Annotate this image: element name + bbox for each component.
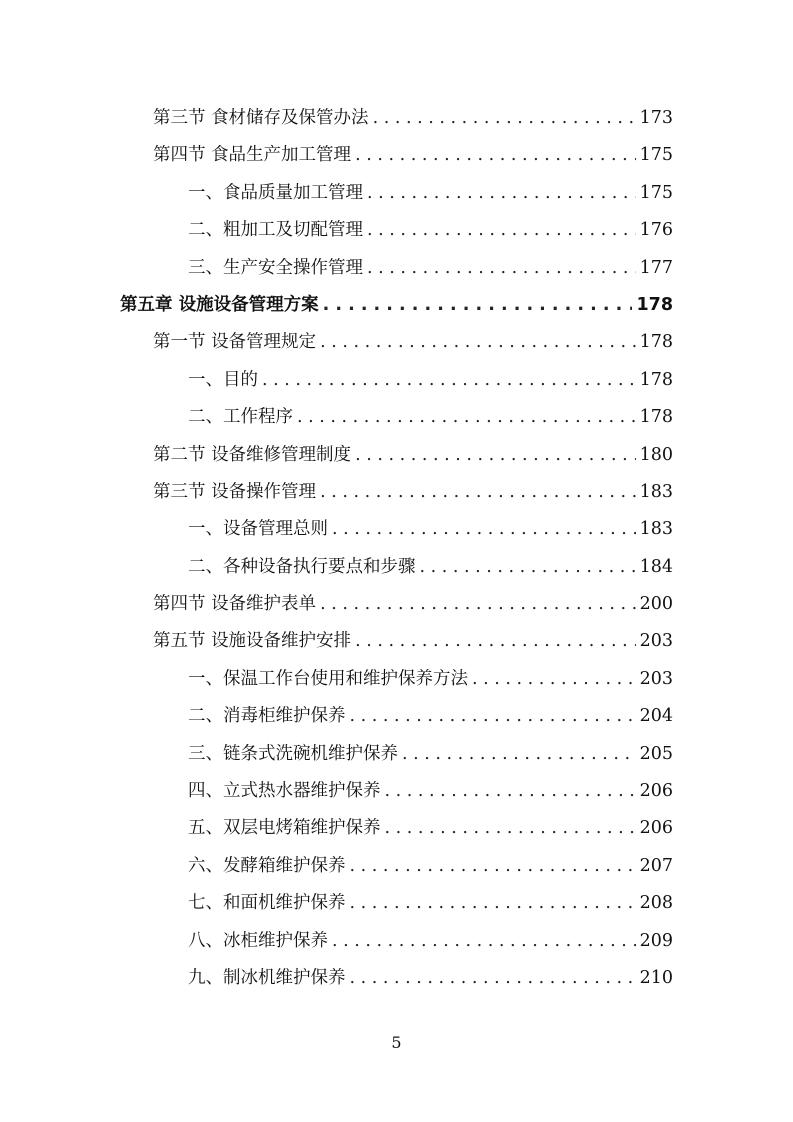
toc-entry-label: 二、消毒柜维护保养 [188,706,346,727]
toc-entry-label: 九、制冰机维护保养 [188,967,346,988]
toc-entry-page: 183 [639,519,673,540]
toc-leader-dots [402,736,636,773]
toc-leader-dots [332,511,636,548]
toc-entry-section[interactable] [120,100,673,137]
toc-leader-dots [385,810,636,847]
toc-entry-label: 一、食品质量加工管理 [188,182,363,203]
toc-entry-label: 二、各种设备执行要点和步骤 [188,556,416,577]
toc-entry-section[interactable] [120,324,673,361]
toc-leader-dots [355,137,636,174]
page-number: 5 [391,1033,402,1052]
toc-entry-section[interactable] [120,137,673,174]
toc-entry-subsection[interactable] [120,885,673,922]
toc-entry-page: 183 [639,481,673,502]
toc-entry-section[interactable] [120,586,673,623]
toc-leader-dots [350,885,636,922]
toc-entry-chapter[interactable] [120,287,673,324]
toc-entry-label: 六、发酵箱维护保养 [188,855,346,876]
toc-entry-page: 205 [639,743,673,764]
toc-leader-dots [472,661,636,698]
toc-entry-label: 二、粗加工及切配管理 [188,220,363,241]
toc-leader-dots [355,623,636,660]
toc-entry-page: 175 [639,182,673,203]
toc-leader-dots [297,399,636,436]
table-of-contents [120,100,673,997]
toc-entry-page: 209 [639,930,673,951]
toc-leader-dots [367,250,636,287]
toc-leader-dots [420,549,636,586]
toc-entry-label: 二、工作程序 [188,407,293,428]
toc-leader-dots [350,848,636,885]
toc-leader-dots [320,324,636,361]
toc-leader-dots [320,474,636,511]
toc-entry-section[interactable] [120,623,673,660]
toc-entry-subsection[interactable] [120,250,673,287]
toc-entry-subsection[interactable] [120,848,673,885]
toc-entry-label: 三、生产安全操作管理 [188,257,363,278]
toc-leader-dots [323,287,633,324]
toc-entry-page: 178 [639,407,673,428]
toc-leader-dots [350,960,636,997]
toc-entry-page: 178 [639,369,673,390]
toc-entry-label: 第三节 食材储存及保管办法 [153,108,369,128]
toc-entry-label: 五、双层电烤箱维护保养 [188,818,381,839]
toc-leader-dots [355,437,636,474]
toc-entry-label: 第四节 设备维护表单 [153,594,317,615]
toc-entry-subsection[interactable] [120,175,673,212]
toc-entry-label: 第五节 设施设备维护安排 [153,631,352,652]
toc-entry-page: 176 [639,220,673,241]
toc-entry-subsection[interactable] [120,661,673,698]
toc-entry-label: 一、保温工作台使用和维护保养方法 [188,668,468,689]
toc-entry-subsection[interactable] [120,810,673,847]
toc-entry-page: 178 [639,332,673,353]
toc-entry-page: 208 [639,893,673,914]
toc-entry-subsection[interactable] [120,773,673,810]
toc-entry-subsection[interactable] [120,549,673,586]
toc-entry-page: 203 [639,668,673,689]
toc-entry-label: 八、冰柜维护保养 [188,930,328,951]
toc-entry-page: 184 [639,556,673,577]
toc-entry-page: 207 [639,855,673,876]
toc-entry-label: 三、链条式洗碗机维护保养 [188,743,398,764]
toc-entry-page: 178 [636,294,673,315]
toc-entry-subsection[interactable] [120,698,673,735]
toc-entry-label: 第四节 食品生产加工管理 [153,145,352,166]
toc-leader-dots [385,773,636,810]
toc-entry-page: 210 [639,967,673,988]
toc-leader-dots [262,362,636,399]
toc-entry-label: 七、和面机维护保养 [188,893,346,914]
toc-entry-page: 175 [639,145,673,166]
toc-entry-subsection[interactable] [120,511,673,548]
toc-leader-dots [373,100,636,137]
toc-entry-section[interactable] [120,437,673,474]
toc-entry-label: 第一节 设备管理规定 [153,332,317,353]
toc-entry-page: 173 [639,108,673,128]
toc-entry-subsection[interactable] [120,399,673,436]
toc-entry-page: 204 [639,706,673,727]
toc-entry-page: 180 [639,444,673,465]
toc-entry-subsection[interactable] [120,960,673,997]
toc-entry-label: 第五章 设施设备管理方案 [120,294,319,315]
toc-entry-subsection[interactable] [120,736,673,773]
toc-entry-page: 206 [639,818,673,839]
toc-leader-dots [320,586,636,623]
toc-entry-section[interactable] [120,474,673,511]
toc-entry-label: 第三节 设备操作管理 [153,481,317,502]
toc-leader-dots [367,175,636,212]
toc-entry-label: 一、设备管理总则 [188,519,328,540]
toc-entry-page: 177 [639,257,673,278]
toc-entry-label: 第二节 设备维修管理制度 [153,444,352,465]
toc-entry-subsection[interactable] [120,362,673,399]
toc-entry-subsection[interactable] [120,923,673,960]
toc-entry-page: 203 [639,631,673,652]
toc-leader-dots [367,212,636,249]
toc-leader-dots [350,698,636,735]
toc-leader-dots [332,923,636,960]
toc-entry-page: 200 [639,594,673,615]
toc-entry-subsection[interactable] [120,212,673,249]
toc-entry-label: 四、立式热水器维护保养 [188,781,381,802]
toc-entry-page: 206 [639,781,673,802]
toc-entry-label: 一、目的 [188,369,258,390]
